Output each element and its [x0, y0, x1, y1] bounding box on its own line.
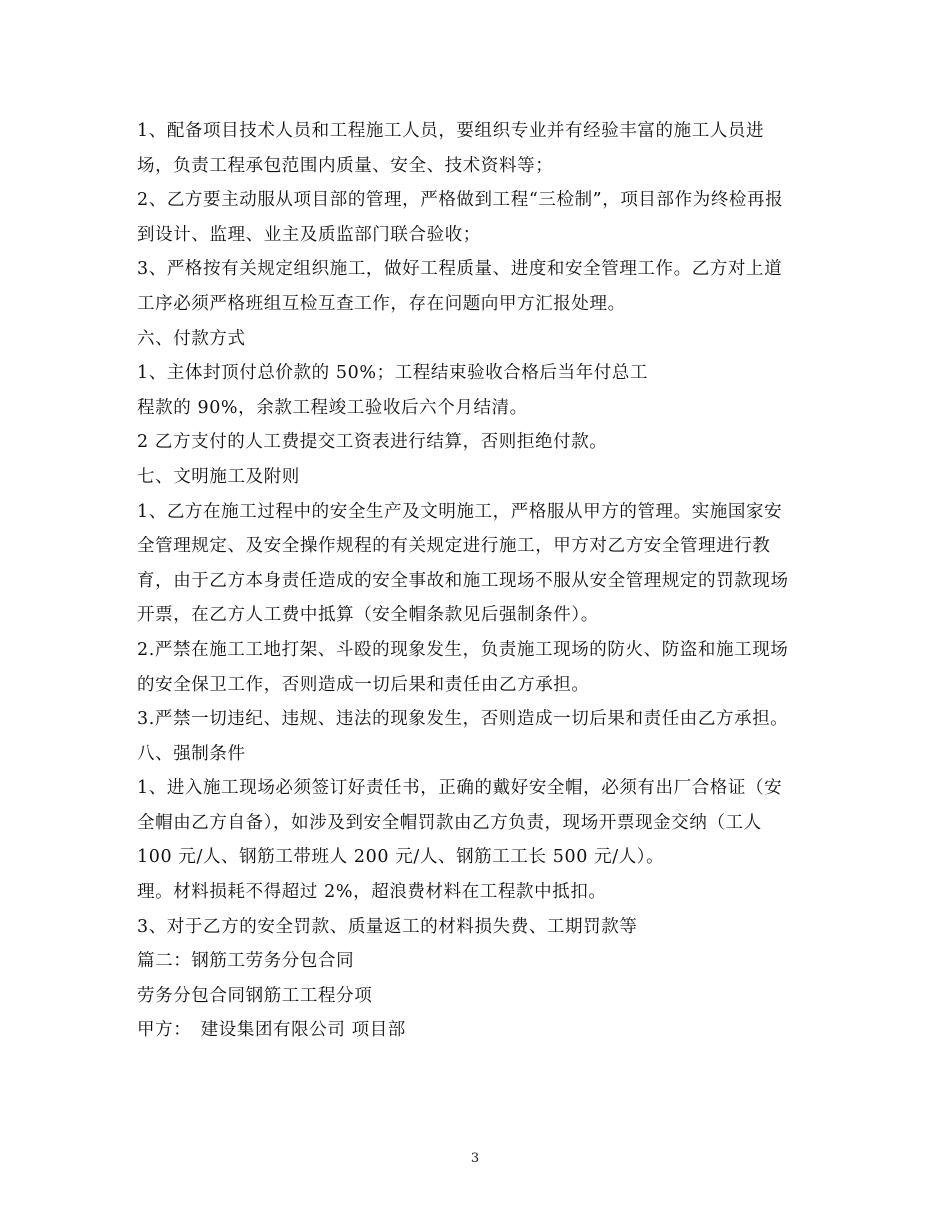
- text-line: 3、严格按有关规定组织施工，做好工程质量、进度和安全管理工作。乙方对上道: [137, 259, 783, 280]
- section-heading: 篇二：钢筋工劳务分包合同: [137, 951, 355, 972]
- text-line: 场，负责工程承包范围内质量、安全、技术资料等；: [137, 155, 554, 176]
- page-number: 3: [470, 1151, 480, 1166]
- text-line: 程款的 90%，余款工程竣工验收后六个月结清。: [137, 397, 528, 418]
- text-line: 全帽由乙方自备），如涉及到安全帽罚款由乙方负责，现场开票现金交纳（工人: [137, 812, 762, 833]
- text-line: 2.严禁在施工工地打架、斗殴的现象发生，负责施工现场的防火、防盗和施工现场: [137, 639, 789, 660]
- text-line: 3.严禁一切违纪、违规、违法的现象发生，否则造成一切后果和责任由乙方承担。: [137, 709, 789, 730]
- section-heading: 七、文明施工及附则: [137, 466, 300, 487]
- text-line: 甲方： 建设集团有限公司 项目部: [137, 1020, 406, 1041]
- text-line: 2 乙方支付的人工费提交工资表进行结算，否则拒绝付款。: [137, 432, 608, 453]
- text-line: 的安全保卫工作，否则造成一切后果和责任由乙方承担。: [137, 674, 590, 695]
- text-line: 理。材料损耗不得超过 2%，超浪费材料在工程款中抵扣。: [137, 882, 607, 903]
- text-line: 劳务分包合同钢筋工工程分项: [137, 985, 373, 1006]
- document-body: [137, 114, 817, 1048]
- text-line: 全管理规定、及安全操作规程的有关规定进行施工，甲方对乙方安全管理进行教: [137, 536, 771, 557]
- text-line: 1、主体封顶付总价款的 50%；工程结束验收合格后当年付总工: [137, 363, 649, 384]
- text-line: 育，由于乙方本身责任造成的安全事故和施工现场不服从安全管理规定的罚款现场: [137, 570, 789, 591]
- text-line: 工序必须严格班组互检互查工作，存在问题向甲方汇报处理。: [137, 293, 626, 314]
- section-heading: 六、付款方式: [137, 328, 246, 349]
- text-line: 100 元/人、钢筋工带班人 200 元/人、钢筋工工长 500 元/人）。: [137, 847, 665, 868]
- text-line: 3、对于乙方的安全罚款、质量返工的材料损失费、工期罚款等: [137, 916, 638, 937]
- section-heading: 八、强制条件: [137, 743, 246, 764]
- text-line: 2、乙方要主动服从项目部的管理，严格做到工程“三检制”，项目部作为终检再报: [137, 190, 784, 211]
- text-line: 1、配备项目技术人员和工程施工人员，要组织专业并有经验丰富的施工人员进: [137, 121, 765, 141]
- text-line: 1、进入施工现场必须签订好责任书，正确的戴好安全帽，必须有出厂合格证（安: [137, 778, 783, 799]
- text-line: 开票，在乙方人工费中抵算（安全帽条款见后强制条件）。: [137, 605, 599, 626]
- text-line: 1、乙方在施工过程中的安全生产及文明施工，严格服从甲方的管理。实施国家安: [137, 501, 783, 522]
- text-line: 到设计、监理、业主及质监部门联合验收；: [137, 224, 481, 245]
